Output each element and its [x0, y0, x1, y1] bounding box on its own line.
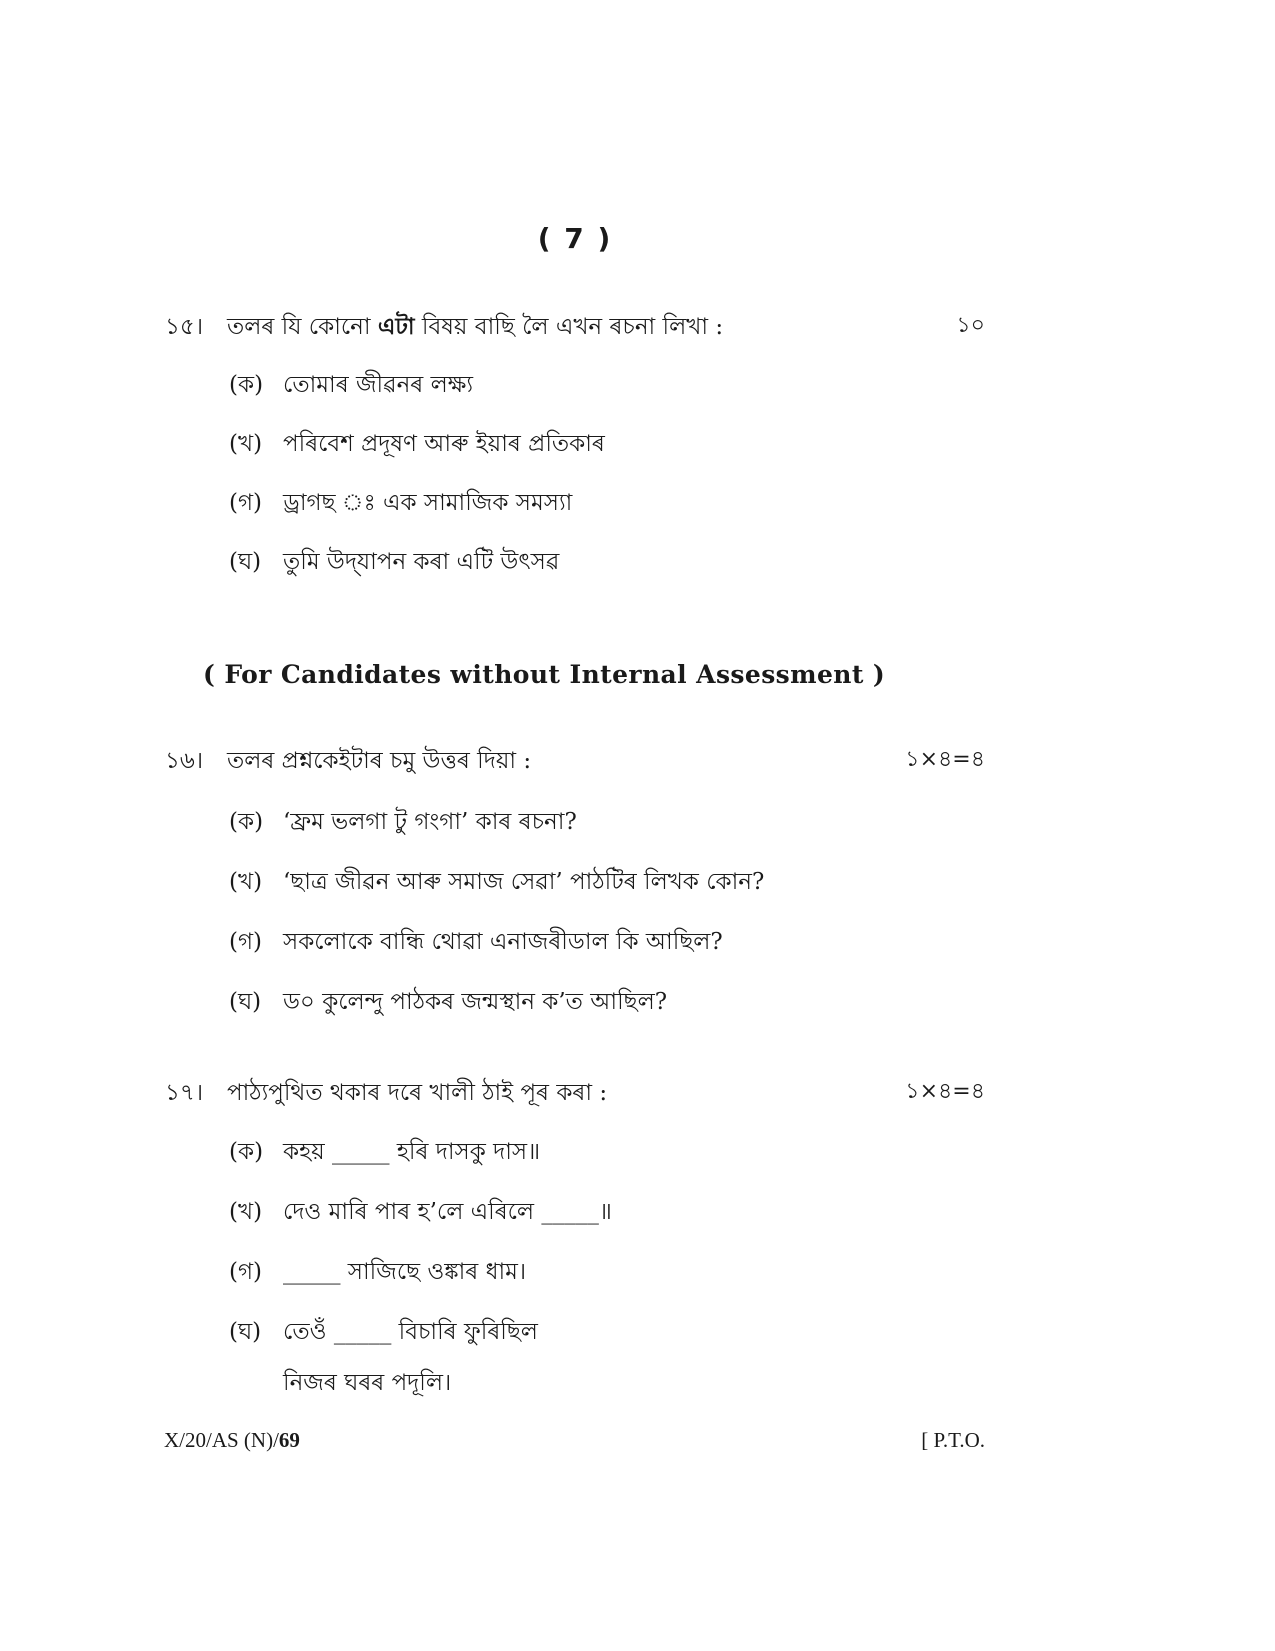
option-label: (ঘ)	[229, 1319, 262, 1345]
option-label: (ঘ)	[229, 549, 262, 575]
question-number: ১৭।	[165, 1080, 204, 1106]
paper-code-prefix: X/20/AS (N)/	[164, 1428, 279, 1452]
question-text: পাঠ্যপুথিত থকাৰ দৰে খালী ঠাই পূৰ কৰা :	[227, 1080, 608, 1106]
question-number: ১৬।	[165, 748, 204, 774]
option-text: ড০ কুলেন্দু পাঠকৰ জন্মস্থান ক’ত আছিল?	[283, 989, 668, 1015]
option-label: (গ)	[229, 1259, 263, 1285]
question-text-emphasis: এটা	[377, 313, 415, 340]
option-text: ‘ফ্ৰম ভলগা টু গংগা’ কাৰ ৰচনা?	[283, 809, 577, 835]
option-text: পৰিবেশ প্ৰদূষণ আৰু ইয়াৰ প্ৰতিকাৰ	[283, 431, 605, 457]
option-text: তুমি উদ্‌যাপন কৰা এটি উৎসৱ	[283, 549, 560, 575]
option-label: (ক)	[229, 372, 264, 398]
option-label: (খ)	[229, 1199, 263, 1225]
option-label: (ক)	[229, 1139, 264, 1165]
page-number: ( 7 )	[537, 222, 613, 255]
question-text-part: তলৰ যি কোনো	[227, 314, 378, 340]
pto-label: [ P.T.O.	[921, 1428, 985, 1452]
question-marks: ১×৪=৪	[905, 1079, 985, 1104]
paper-code	[164, 1428, 300, 1453]
option-text: কহয় _____ হৰি দাসকু দাস॥	[283, 1139, 541, 1165]
question-marks: ১×৪=৪	[905, 747, 985, 772]
paper-code-number: 69	[278, 1428, 300, 1452]
question-text: তলৰ প্ৰশ্নকেইটাৰ চমু উত্তৰ দিয়া :	[227, 748, 532, 774]
option-label: (ক)	[229, 809, 264, 835]
option-text: তোমাৰ জীৱনৰ লক্ষ্য	[283, 372, 474, 398]
option-label: (ঘ)	[229, 989, 262, 1015]
question-marks: ১০	[956, 313, 985, 338]
option-label: (গ)	[229, 929, 263, 955]
option-text: ড্ৰাগছ ঃ এক সামাজিক সমস্যা	[283, 490, 573, 516]
option-text: ‘ছাত্ৰ জীৱন আৰু সমাজ সেৱা’ পাঠটিৰ লিখক কোন?	[283, 869, 765, 895]
question-number: ১৫।	[165, 314, 204, 340]
question-text	[227, 308, 723, 347]
option-text: তেওঁ _____ বিচাৰি ফুৰিছিল	[283, 1319, 538, 1345]
option-label: (খ)	[229, 869, 263, 895]
option-text-continued: নিজৰ ঘৰৰ পদূলি।	[283, 1370, 452, 1396]
option-label: (গ)	[229, 490, 263, 516]
question-text-part: বিষয় বাছি লৈ এখন ৰচনা লিখা :	[414, 314, 724, 340]
option-text: দেও মাৰি পাৰ হ’লে এৰিলে _____॥	[283, 1199, 612, 1225]
option-text: _____ সাজিছে ওঙ্কাৰ ধাম।	[283, 1259, 527, 1285]
option-text: সকলোকে বান্ধি থোৱা এনাজৰীডাল কি আছিল?	[283, 929, 723, 955]
section-heading: ( For Candidates without Internal Assessment )	[203, 660, 886, 689]
option-label: (খ)	[229, 431, 263, 457]
